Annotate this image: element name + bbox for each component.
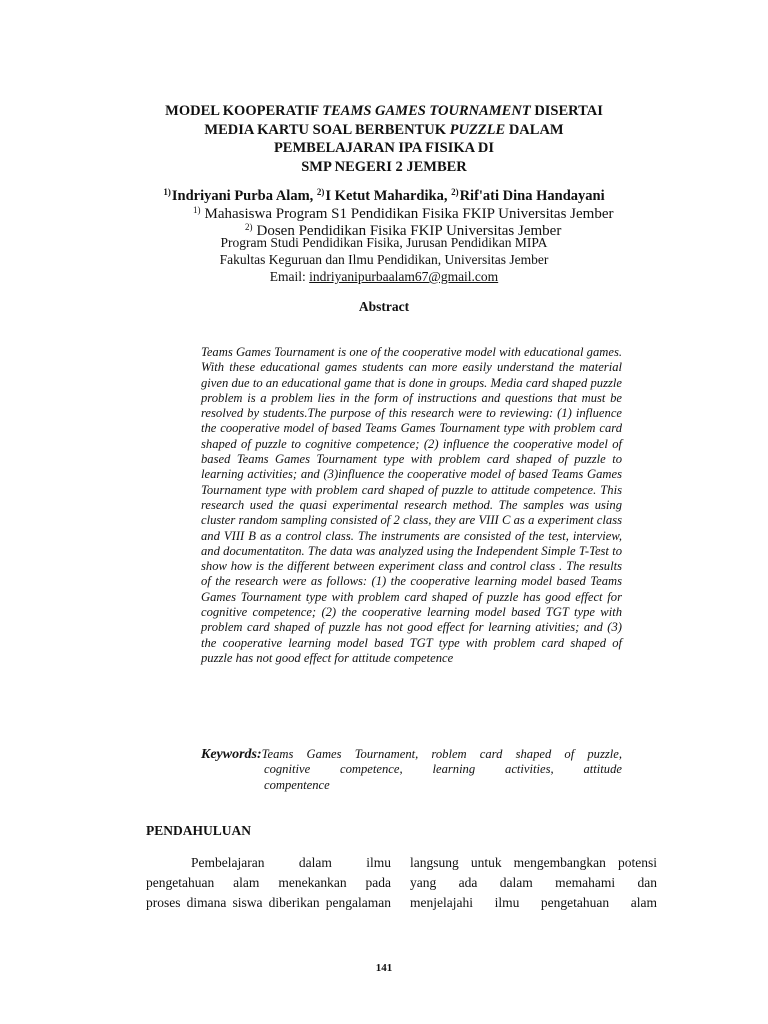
title-line-2-end: DALAM	[505, 121, 564, 138]
title-line-1-start: MODEL KOOPERATIF	[165, 103, 323, 119]
body-right-line-1: langsung untuk mengembangkan potensi	[410, 855, 657, 870]
keywords-line-2: cognitive competence, learning activities, attitude	[264, 762, 622, 777]
body-column-right	[410, 853, 657, 913]
page-number: 141	[375, 962, 393, 974]
title-line-3: PEMBELAJARAN IPA FISIKA DI	[273, 140, 495, 156]
body-left-line-1: Pembelajaran dalam ilmu	[191, 855, 391, 870]
keywords-block	[201, 747, 622, 793]
author-1: Indriyani Purba Alam,	[171, 188, 317, 204]
faculty: Fakultas Keguruan dan Ilmu Pendidikan, Universitas Jember	[219, 252, 549, 267]
author-3: Rif'ati Dina Handayani	[459, 188, 605, 204]
abstract-heading: Abstract	[358, 299, 410, 314]
title-line-2	[130, 121, 638, 140]
author-3-marker: 2)	[451, 187, 459, 197]
affiliation-1-marker: 1)	[193, 205, 201, 215]
email-link[interactable]: indriyanipurbaalam67@gmail.com	[309, 269, 499, 284]
author-1-marker: 1)	[163, 187, 171, 197]
title-line-2-italic: PUZZLE	[449, 121, 506, 138]
paper-title	[130, 102, 638, 176]
body-right-line-2: yang ada dalam memahami dan	[410, 875, 657, 890]
study-program: Program Studi Pendidikan Fisika, Jurusan Pendidikan MIPA	[220, 235, 548, 250]
keywords-continuation	[264, 762, 622, 793]
section-heading: PENDAHULUAN	[146, 823, 252, 838]
body-column-left	[146, 853, 391, 913]
keywords-line-3: compentence	[264, 777, 330, 792]
affiliation-1-text: Mahasiswa Program S1 Pendidikan Fisika FKIP Universitas Jember	[204, 206, 614, 222]
abstract-text: Teams Games Tournament is one of the cooperative model with educational games. With these educational games students can more easily understand the material given due to an educational game that is done in groups. Media card shaped puzzle problem is a problem lies in the form of instructions and questions that must be resolved by students.The purpose of this research were to reviewing: (1) influence the cooperative model of based Teams Games Tournament type with problem card shaped of puzzle to cognitive competence; (2) influence the cooperative model of based Teams Games Tournament type with problem card shaped of puzzle to learning activities; and (3)influence the cooperative model of based Teams Games Tournament type with problem card shaped of puzzle to attitude competence. This research used the quasi experimental research method. The samples was using cluster random sampling consisted of 2 class, they are VIII C as a experiment class and VIII B as a control class. The instruments are consisted of the test, interview, and documentatiton. The data was analyzed using the Independent Simple T-Test to show how is the different between experiment class and control class . The results of the research were as follows: (1) the cooperative learning model based Teams Games Tournament type with problem card shaped of puzzle has good effect for cognitive competence; (2) the cooperative learning model based TGT type with problem card shaped of puzzle has not good effect for learning ativities; and (3) the cooperative learning model based TGT type with problem card shaped of puzzle has not good effect for attitude competence	[201, 345, 622, 665]
author-2-marker: 2)	[316, 187, 325, 197]
body-left-line-2: pengetahuan alam menekankan pada	[146, 875, 391, 890]
keywords-row-1	[201, 747, 622, 762]
keywords-line-1: Teams Games Tournament, roblem card shaped of puzzle,	[261, 747, 622, 761]
affiliation-2-text: Dosen Pendidikan Fisika FKIP Universitas Jember	[256, 223, 562, 239]
author-2: I Ketut Mahardika,	[325, 188, 452, 204]
body-right-line-3: menjelajahi ilmu pengetahuan alam	[410, 895, 657, 910]
title-line-1	[130, 102, 638, 121]
title-line-2-start: MEDIA KARTU SOAL BERBENTUK	[204, 121, 450, 138]
title-line-1-end: DISERTAI	[530, 103, 603, 119]
affiliation-2-marker: 2)	[245, 222, 253, 232]
email-line	[100, 268, 668, 285]
email-label: Email:	[269, 269, 310, 284]
institution-block	[100, 234, 668, 285]
title-line-4: SMP NEGERI 2 JEMBER	[301, 158, 467, 175]
title-line-1-italic: TEAMS GAMES TOURNAMENT	[322, 103, 531, 119]
keywords-label: Keywords:	[201, 747, 262, 762]
body-left-line-3: proses dimana siswa diberikan pengalaman	[146, 895, 391, 910]
